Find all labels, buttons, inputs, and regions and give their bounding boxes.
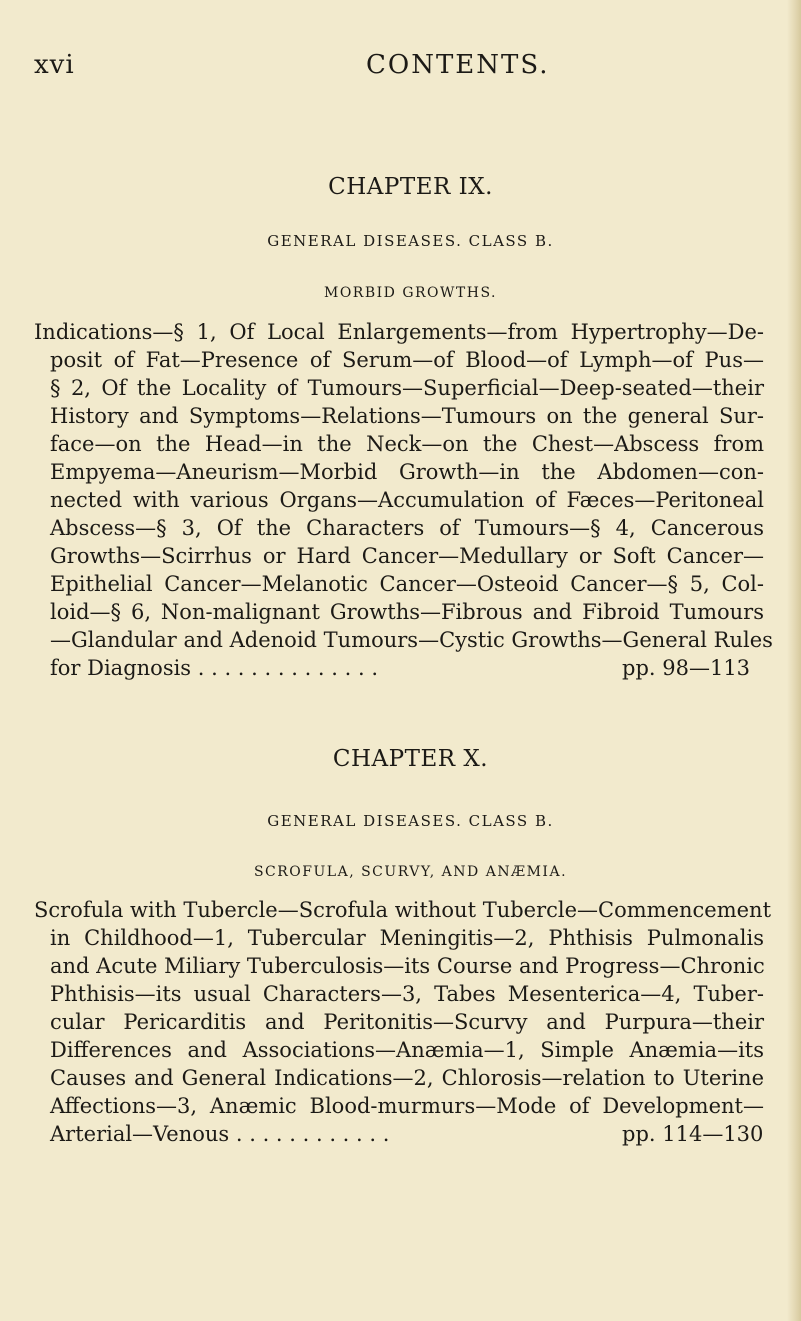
page-range: pp. 98—113: [622, 656, 751, 680]
summary-line: for Diagnosis . . . . . . . . . . . . . .: [50, 656, 378, 680]
chapter-x-heading: [0, 746, 801, 772]
summary-line: Arterial—Venous . . . . . . . . . . . .: [50, 1122, 390, 1146]
summary-line: posit of Fat—Presence of Serum—of Blood—of Lymph—of Pus—: [50, 348, 764, 372]
summary-line: History and Symptoms—Relations—Tumours on the general Sur-: [50, 404, 764, 428]
chapter-ix-heading: [0, 174, 801, 200]
page-range: pp. 114—130: [622, 1122, 764, 1146]
page-number: xvi: [34, 50, 75, 80]
summary-line: face—on the Head—in the Neck—on the Chest—Abscess from: [50, 432, 764, 456]
chapter-x-class: [0, 812, 801, 830]
summary-line: nected with various Organs—Accumulation of Fæces—Peritoneal: [50, 488, 764, 512]
summary-line: and Acute Miliary Tuberculosis—its Course and Progress—Chronic: [50, 954, 765, 978]
summary-line: cular Pericarditis and Peritonitis—Scurvy and Purpura—their: [50, 1010, 764, 1034]
summary-line: Indications—§ 1, Of Local Enlargements—from Hypertrophy—De-: [34, 320, 764, 344]
chapter-subject: SCROFULA, SCURVY, AND ANÆMIA.: [253, 864, 568, 880]
summary-line: Empyema—Aneurism—Morbid Growth—in the Abdomen—con-: [50, 460, 764, 484]
chapter-title: CHAPTER X.: [332, 746, 489, 772]
summary-line: § 2, Of the Locality of Tumours—Superficial—Deep-seated—their: [50, 376, 764, 400]
summary-line: loid—§ 6, Non-malignant Growths—Fibrous and Fibroid Tumours: [50, 600, 764, 624]
chapter-ix-class: [0, 232, 801, 250]
running-head: [0, 50, 801, 90]
summary-line: Differences and Associations—Anæmia—1, Simple Anæmia—its: [50, 1038, 764, 1062]
summary-line: Affections—3, Anæmic Blood-murmurs—Mode of Development—: [50, 1094, 764, 1118]
chapter-title: CHAPTER IX.: [328, 174, 493, 200]
summary-line: Epithelial Cancer—Melanotic Cancer—Osteoid Cancer—§ 5, Col-: [50, 572, 764, 596]
summary-line: —Glandular and Adenoid Tumours—Cystic Growths—General Rules: [50, 628, 773, 652]
summary-line: Abscess—§ 3, Of the Characters of Tumours—§ 4, Cancerous: [50, 516, 764, 540]
chapter-class-line: GENERAL DISEASES. CLASS B.: [267, 812, 554, 830]
summary-line: Scrofula with Tubercle—Scrofula without Tubercle—Commencement: [34, 898, 772, 922]
summary-line: in Childhood—1, Tubercular Meningitis—2, Phthisis Pulmonalis: [50, 926, 764, 950]
chapter-class-line: GENERAL DISEASES. CLASS B.: [267, 232, 554, 250]
chapter-subject: MORBID GROWTHS.: [323, 285, 498, 301]
summary-line: Growths—Scirrhus or Hard Cancer—Medullary or Soft Cancer—: [50, 544, 764, 568]
chapter-ix-subject: [0, 285, 801, 301]
chapter-x-subject: [0, 864, 801, 880]
summary-line: Causes and General Indications—2, Chlorosis—relation to Uterine: [50, 1066, 764, 1090]
summary-line: Phthisis—its usual Characters—3, Tabes Mesenterica—4, Tuber-: [50, 982, 764, 1006]
running-title: CONTENTS.: [366, 50, 550, 80]
